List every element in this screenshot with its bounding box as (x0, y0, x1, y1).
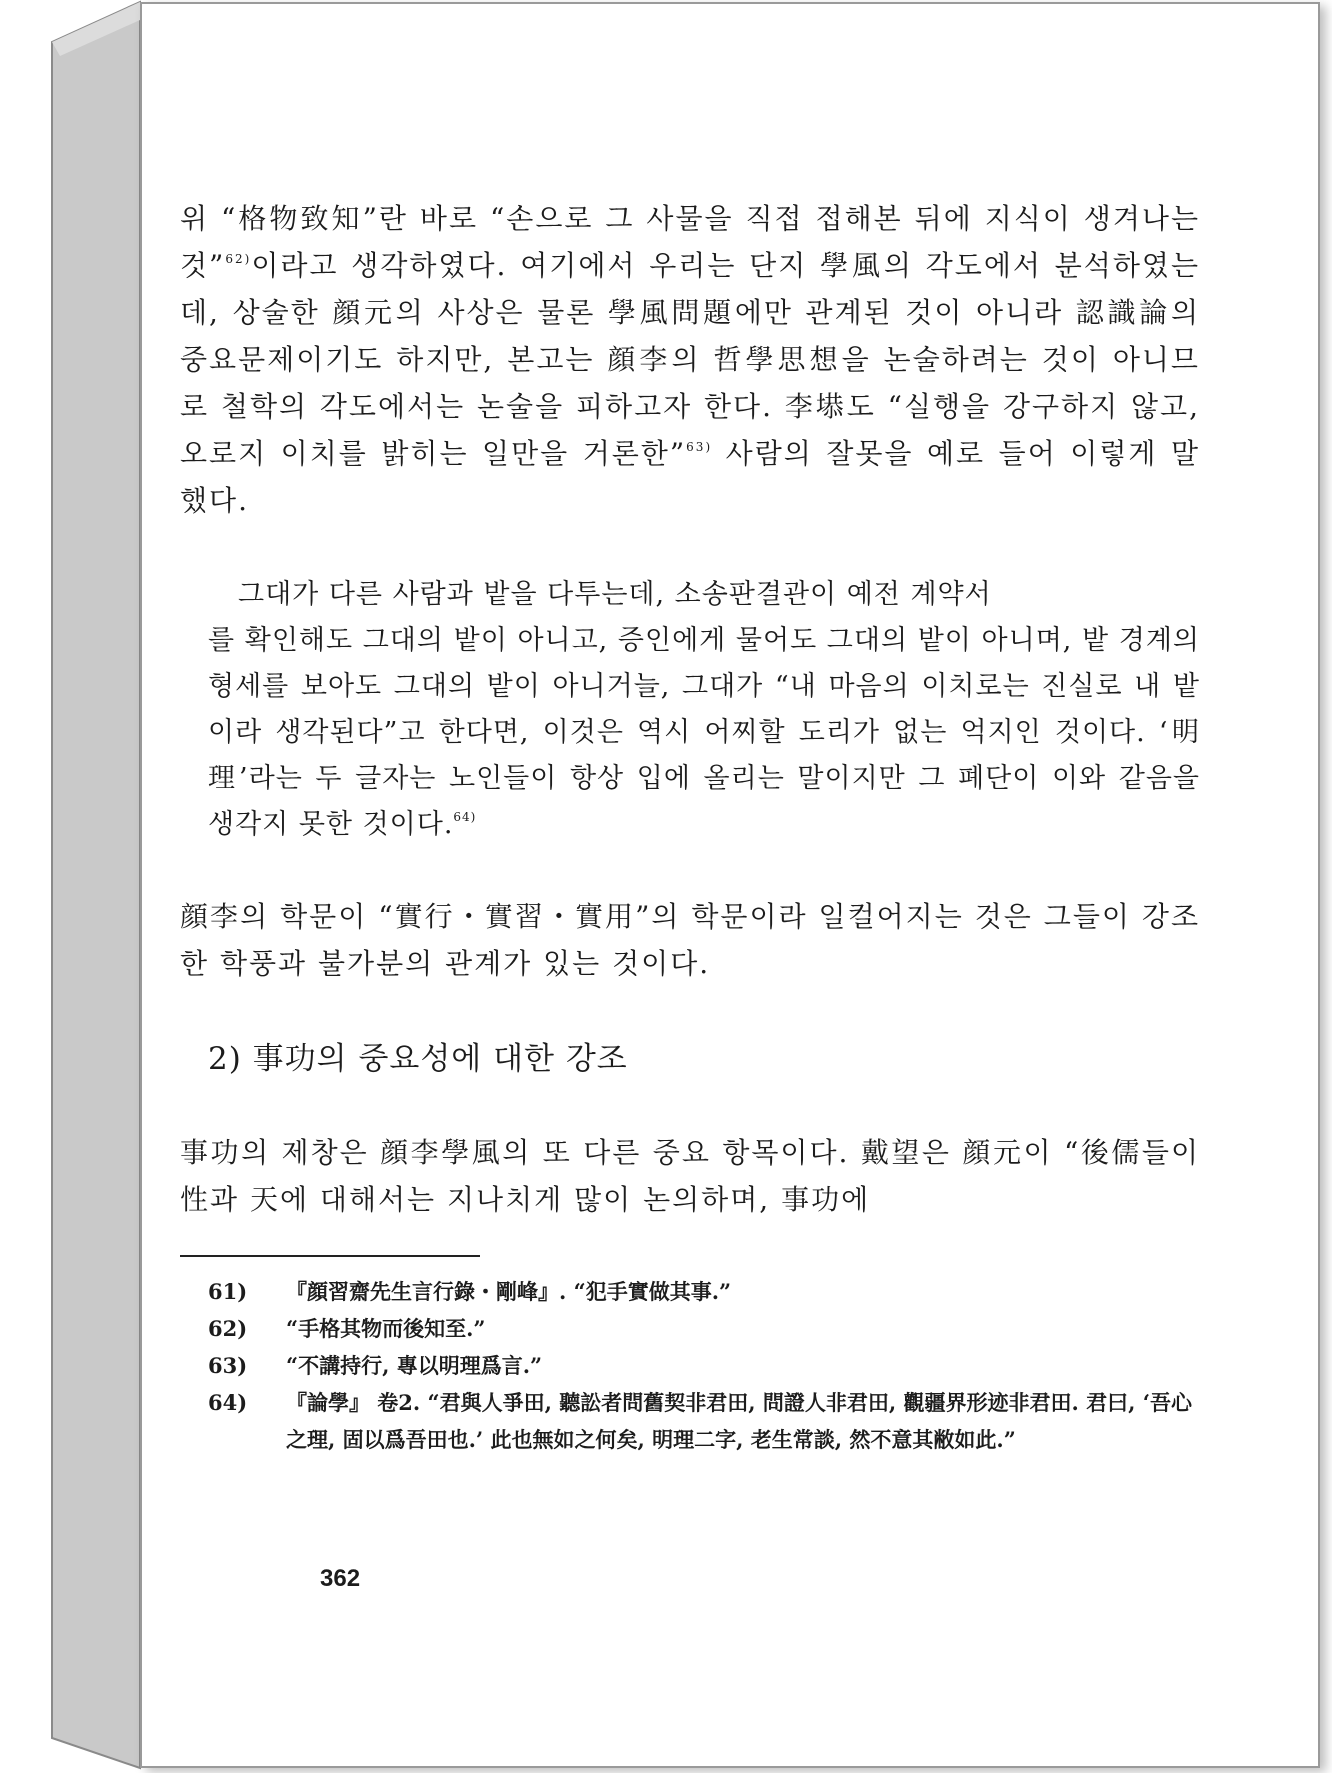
footnote-text: 『論學』 卷2. “君與人爭田, 聽訟者問舊契非君田, 問證人非君田, 觀疆界形迹非君田. 君曰, ‘吾心之理, 固以爲吾田也.’ 此也無如之何矣, 明理二字, 老生常談, 然不意其敝如此.” (286, 1390, 1193, 1452)
footnote-number: 63) (208, 1353, 248, 1378)
footnote-number: 64) (208, 1390, 248, 1415)
footnote-text: “不講持行, 專以明理爲言.” (286, 1353, 543, 1378)
body-paragraph-3: 事功의 제창은 顔李學風의 또 다른 중요 항목이다. 戴望은 顔元이 “後儒들이 性과 天에 대해서는 지나치게 많이 논의하며, 事功에 (180, 1136, 1200, 1216)
footnote-text: 『顔習齋先生言行錄・剛峰』. “犯手實做其事.” (286, 1279, 732, 1304)
para1-text-c: 사람의 잘못을 예로 들어 이렇게 말했다. (180, 437, 1200, 517)
quote-rest: 를 확인해도 그대의 밭이 아니고, 증인에게 물어도 그대의 밭이 아니며, 밭 경계의 형세를 보아도 그대의 밭이 아니거늘, 그대가 “내 마음의 이치로는 진실로 내 밭이라 생각된다”고 한다면, 이것은 역시 어찌할 도리가 없는 억지인 것이다. ‘明理’라는 두 글자는 노인들이 항상 입에 올리는 말이지만 그 폐단이 이와 같음을 생각지 못한 것이다. (208, 625, 1200, 840)
footnote-ref-64[interactable]: 64) (453, 810, 477, 824)
page-content (180, 195, 1200, 1458)
section-heading: 2) 事功의 중요성에 대한 강조 (208, 1041, 628, 1077)
footnote-number: 61) (208, 1279, 248, 1304)
para1-text-b: 이라고 생각하였다. 여기에서 우리는 단지 學風의 각도에서 분석하였는데, 상술한 顔元의 사상은 물론 學風問題에만 관계된 것이 아니라 認識論의 중요문제이기도 하지만, 본고는 顔李의 哲學思想을 논술하려는 것이 아니므로 철학의 각도에서는 논술을 피하고자 한다. 李塨도 “실행을 강구하지 않고, 오로지 이치를 밝히는 일만을 거론한” (180, 249, 1200, 470)
footnote-61 (180, 1273, 1200, 1310)
quote-first-line: 그대가 다른 사람과 밭을 다투는데, 소송판결관이 예전 계약서 (238, 579, 992, 610)
para1-text: 위 “格物致知”란 바로 “손으로 그 사물을 직접 접해본 뒤에 지식이 생겨나는 것” (180, 202, 1200, 282)
block-quote (208, 572, 1200, 848)
footnote-64 (180, 1384, 1200, 1458)
body-paragraph-2: 顔李의 학문이 “實行・實習・實用”의 학문이라 일컬어지는 것은 그들이 강조한 학풍과 불가분의 관계가 있는 것이다. (180, 900, 1200, 980)
footnotes (180, 1273, 1200, 1458)
footnote-62 (180, 1310, 1200, 1347)
footnote-divider (180, 1255, 480, 1257)
footnote-number: 62) (208, 1316, 248, 1341)
footnote-text: “手格其物而後知至.” (286, 1316, 486, 1341)
footnote-63 (180, 1347, 1200, 1384)
page-number: 362 (320, 1565, 361, 1592)
footnote-ref-62[interactable]: 62) (225, 252, 252, 266)
footnote-ref-63[interactable]: 63) (686, 440, 713, 454)
body-paragraph-1 (180, 195, 1200, 524)
